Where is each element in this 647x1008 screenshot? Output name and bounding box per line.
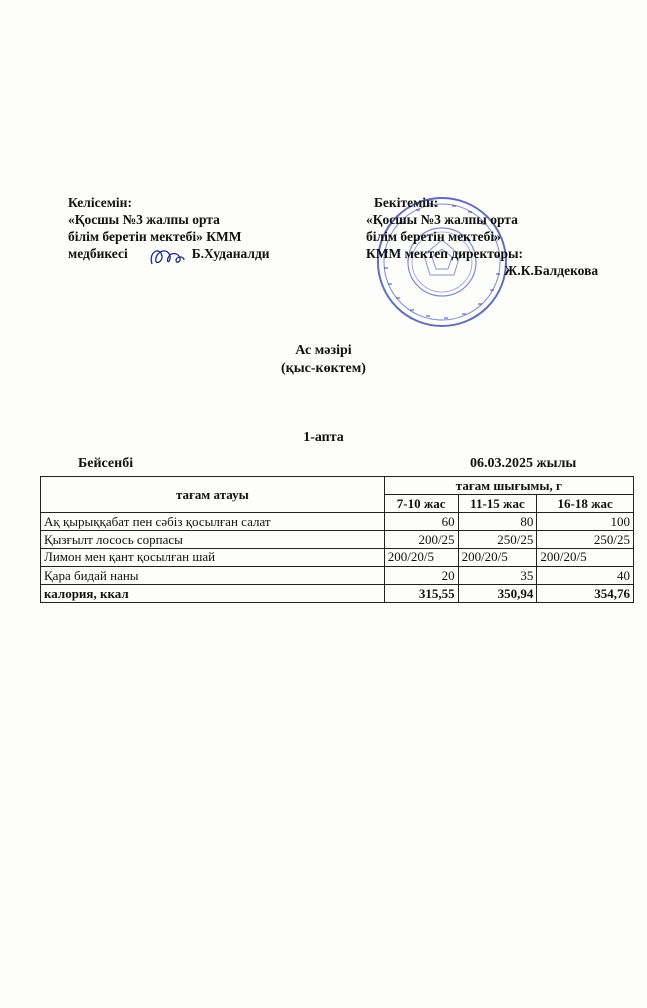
header-age-16-18: 16-18 жас: [537, 495, 634, 513]
handwritten-signature: [146, 242, 186, 272]
table-row: [41, 513, 634, 531]
document-title: [0, 342, 647, 378]
portion-7-10: 60: [384, 513, 458, 531]
portion-7-10: 200/20/5: [384, 549, 458, 567]
portion-16-18: 200/20/5: [537, 549, 634, 567]
table-row: [41, 531, 634, 549]
dish-name: Қызғылт лосось сорпасы: [41, 531, 385, 549]
header-age-11-15: 11-15 жас: [458, 495, 537, 513]
menu-season: (қыс-көктем): [281, 361, 366, 376]
agreement-signer-role: медбикесі: [68, 246, 128, 261]
dish-name: Лимон мен қант қосылған шай: [41, 549, 385, 567]
portion-16-18: 40: [537, 567, 634, 585]
dish-name: Ақ қырыққабат пен сәбіз қосылған салат: [41, 513, 385, 531]
calories-11-15: 350,94: [458, 585, 537, 603]
approval-school-line1: «Қосшы №3 жалпы орта: [366, 212, 518, 227]
dish-name: Қара бидай наны: [41, 567, 385, 585]
approval-school-line2: білім беретін мектебі»: [366, 229, 501, 244]
approval-signer-name: Ж.К.Балдекова: [504, 263, 599, 278]
agreement-signer-name: Б.Худаналди: [191, 246, 270, 261]
total-label: калория, ккал: [41, 585, 385, 603]
portion-7-10: 20: [384, 567, 458, 585]
portion-11-15: 35: [458, 567, 537, 585]
approval-signer-role: КММ мектеп директоры:: [366, 246, 524, 261]
header-age-7-10: 7-10 жас: [384, 495, 458, 513]
agreement-heading: Келісемін:: [68, 195, 132, 210]
table-header-row: [41, 477, 634, 495]
table-total-row: [41, 585, 634, 603]
portion-11-15: 200/20/5: [458, 549, 537, 567]
table-row: [41, 549, 634, 567]
day-label: Бейсенбі: [78, 456, 134, 471]
menu-title: Ас мәзірі: [295, 343, 352, 358]
portion-11-15: 80: [458, 513, 537, 531]
portion-16-18: 250/25: [537, 531, 634, 549]
date-label: 06.03.2025 жылы: [470, 456, 577, 471]
agreement-school-line2: білім беретін мектебі» КММ: [68, 229, 242, 244]
menu-table: [40, 476, 634, 603]
portion-11-15: 250/25: [458, 531, 537, 549]
header-output: тағам шығымы, г: [384, 477, 633, 495]
table-row: [41, 567, 634, 585]
header-dish-name: тағам атауы: [41, 477, 385, 513]
approval-block: [366, 194, 598, 279]
calories-16-18: 354,76: [537, 585, 634, 603]
approval-heading: Бекітемін:: [374, 195, 439, 210]
week-label: 1-апта: [303, 430, 344, 445]
portion-7-10: 200/25: [384, 531, 458, 549]
portion-16-18: 100: [537, 513, 634, 531]
calories-7-10: 315,55: [384, 585, 458, 603]
agreement-school-line1: «Қосшы №3 жалпы орта: [68, 212, 220, 227]
